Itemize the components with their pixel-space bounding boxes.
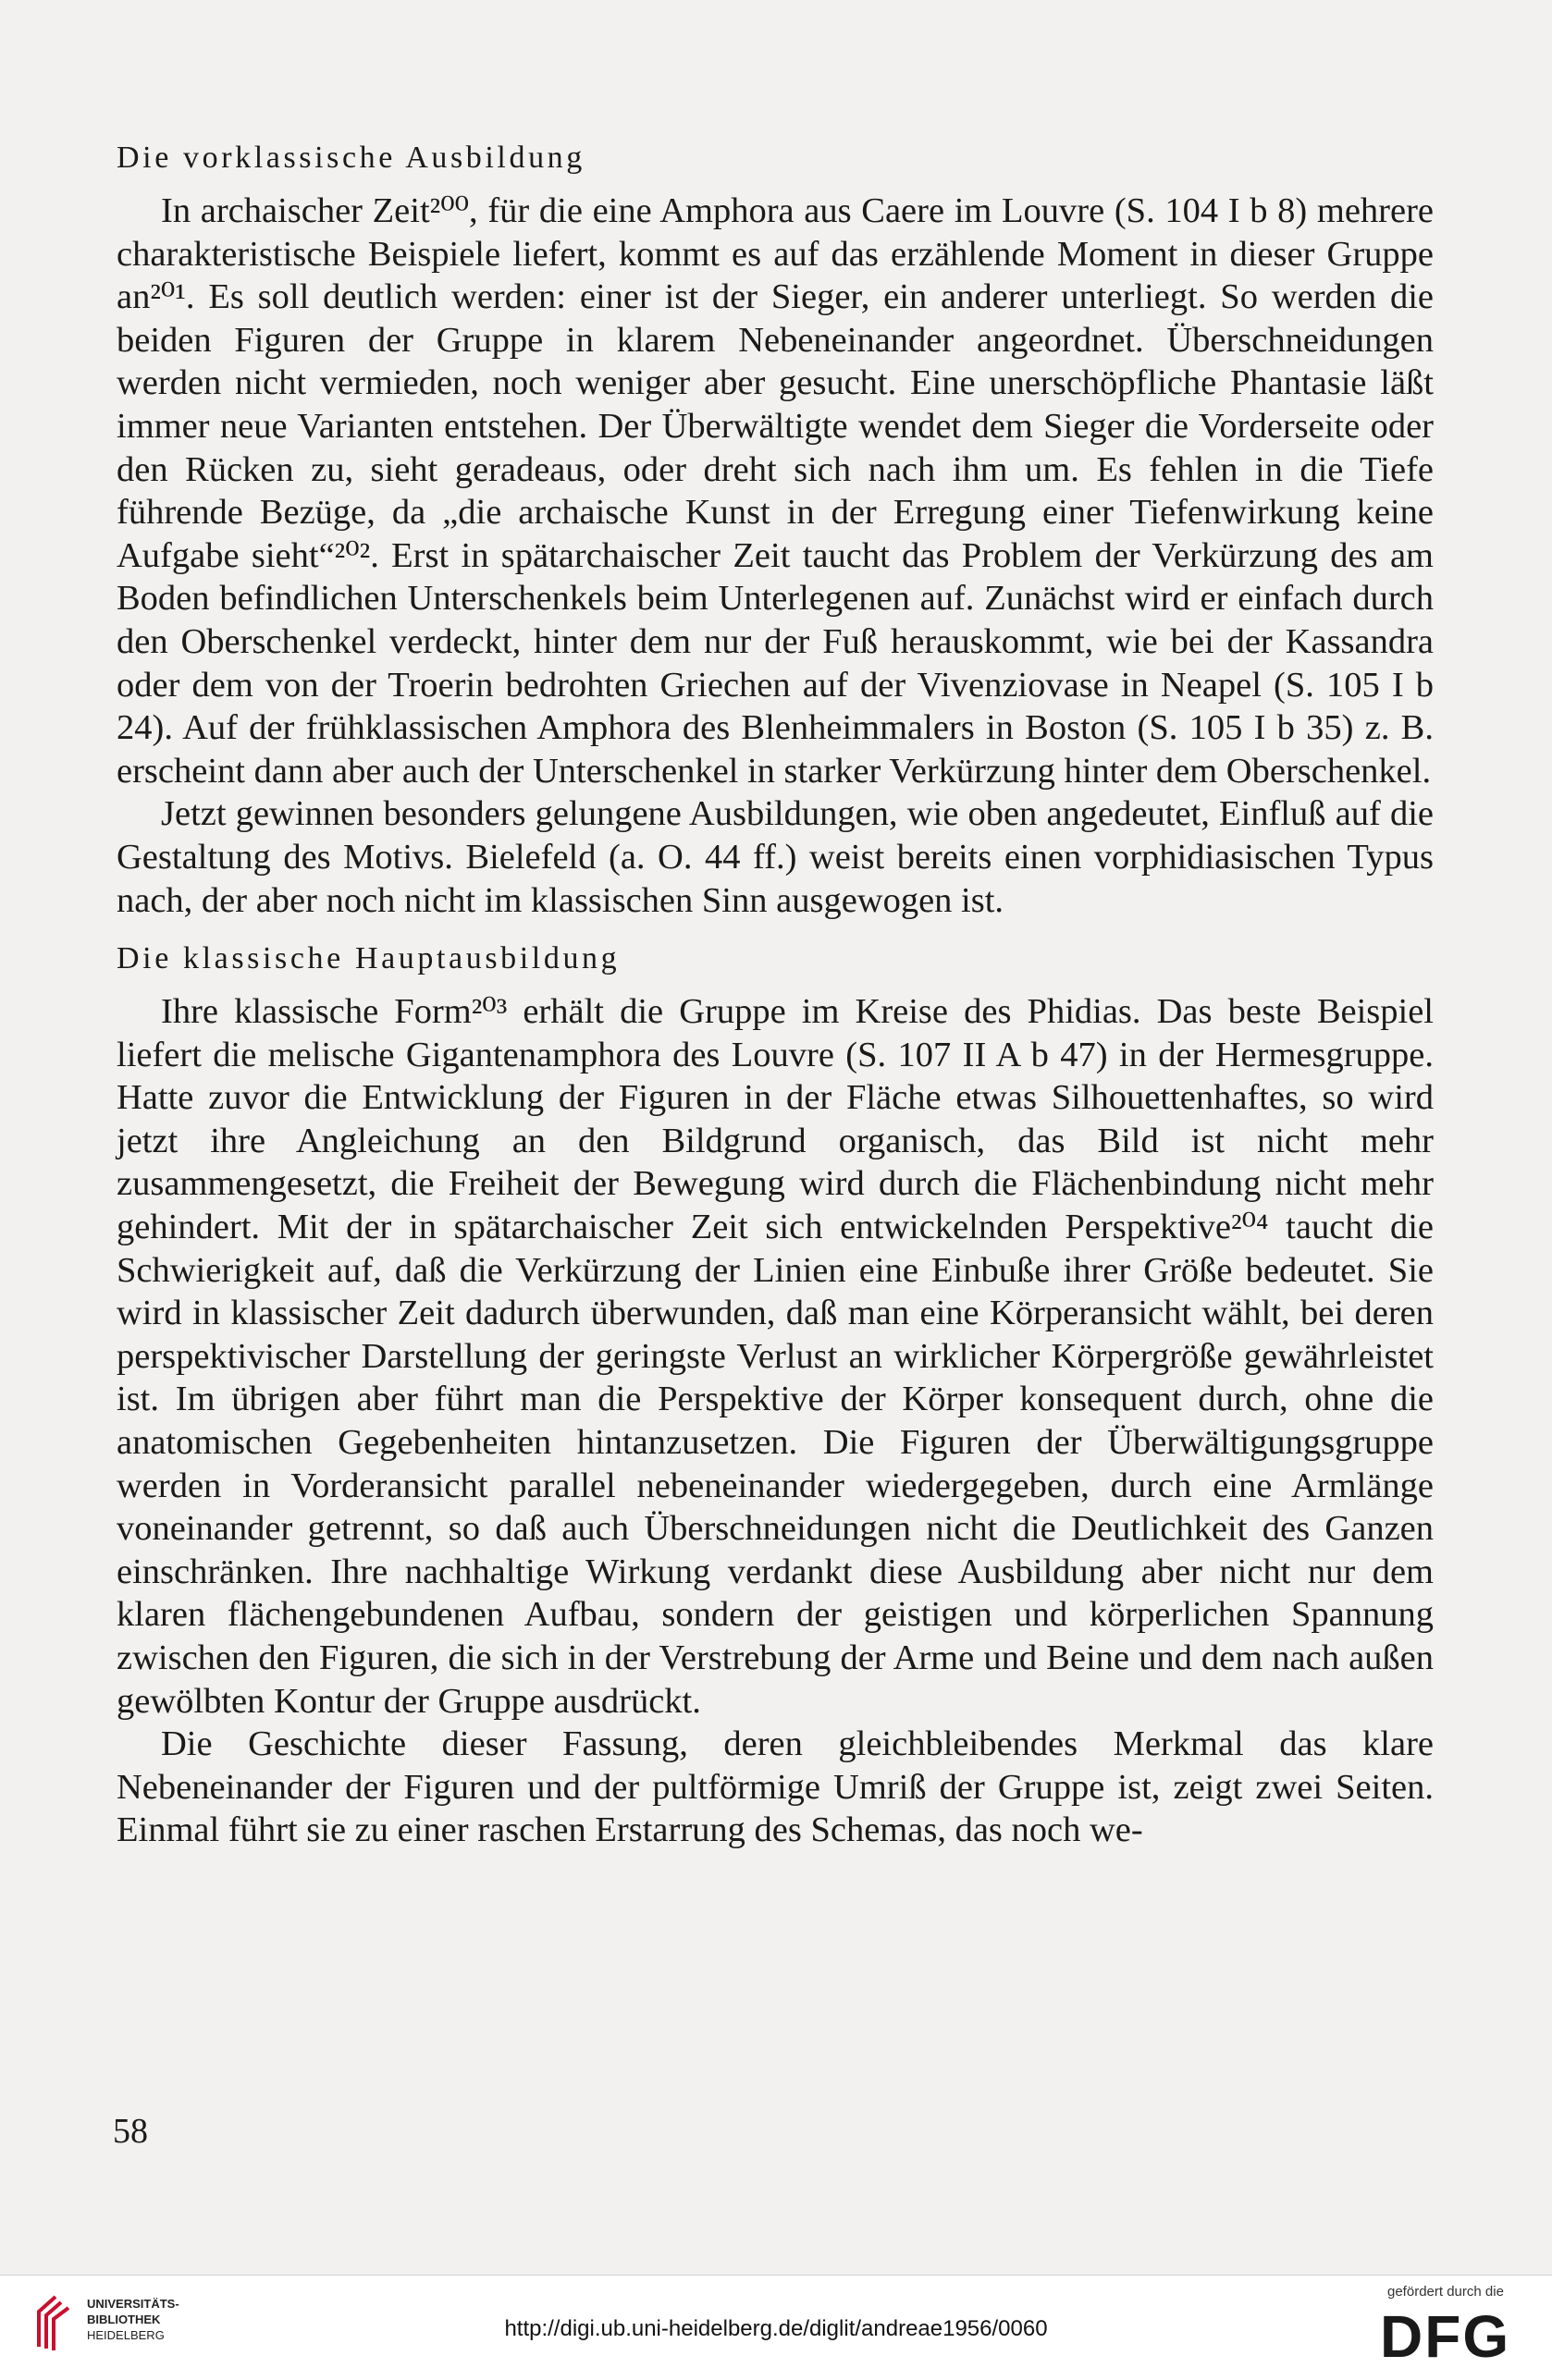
paragraph: Jetzt gewinnen besonders gelungene Ausbildungen, wie oben angedeutet, Einfluß auf die Gestaltung des Motivs. Bielefeld (a. O. 44 ff.) weist bereits einen vorphidiasischen Typus nach, der aber noch nicht im klassischen Sinn ausgewogen ist. bbox=[117, 794, 1434, 920]
library-line: UNIVERSITÄTS- bbox=[87, 2297, 179, 2311]
dfg-logo: DFG bbox=[1380, 2303, 1511, 2370]
paragraph: Die Geschichte dieser Fassung, deren gleichbleibendes Merkmal das klare Nebeneinander der Figuren und der pultförmige Umriß der Gruppe ist, zeigt zwei Seiten. Einmal führt sie zu einer raschen Erstarrung des Schemas, das noch we- bbox=[117, 1724, 1434, 1850]
page-number: 58 bbox=[113, 2112, 148, 2151]
paragraph: In archaischer Zeit²⁰⁰, für die eine Amphora aus Caere im Louvre (S. 104 I b 8) mehrere charakteristische Beispiele liefert, kommt es auf das erzählende Moment in dieser Gruppe an²⁰¹. Es soll deutlich werden: einer ist der Sieger, ein anderer unterliegt. So werden die beiden Figuren der Gruppe in klarem Nebeneinander angeordnet. Überschneidungen werden nicht vermieden, noch weniger aber gesucht. Eine unerschöpfliche Phantasie läßt immer neue Varianten entstehen. Der Überwältigte wendet dem Sieger die Vorderseite oder den Rücken zu, sieht geradeaus, oder dreht sich nach ihm um. Es fehlen in die Tiefe führende Bezüge, da „die archaische Kunst in der Erregung einer Tiefenwirkung keine Aufgabe sieht“²⁰². Erst in spätarchaischer Zeit taucht das Problem der Verkürzung des am Boden befindlichen Unterschenkels beim Unterlegenen auf. Zunächst wird er einfach durch den Oberschenkel verdeckt, hinter dem nur der Fuß herauskommt, wie bei der Kassandra oder dem von der Troerin bedrohten Griechen auf der Vivenziovase in Neapel (S. 105 I b 24). Auf der frühklassischen Amphora des Blenheimmalers in Boston (S. 105 I b 35) z. B. erscheint dann aber auch der Unterschenkel in starker Verkürzung hinter dem Oberschenkel. bbox=[117, 191, 1434, 791]
permalink-url[interactable]: http://digi.ub.uni-heidelberg.de/diglit/andreae1956/0060 bbox=[504, 2316, 1048, 2341]
library-line: HEIDELBERG bbox=[87, 2328, 165, 2342]
library-line: BIBLIOTHEK bbox=[87, 2313, 161, 2326]
section-heading-klassisch: Die klassische Hauptausbildung bbox=[117, 941, 621, 976]
document-body bbox=[117, 134, 1434, 1852]
paragraph: Ihre klassische Form²⁰³ erhält die Gruppe im Kreise des Phidias. Das beste Beispiel liefert die melische Gigantenamphora des Louvre (S. 107 II A b 47) in der Hermesgruppe. Hatte zuvor die Entwicklung der Figuren in der Fläche etwas Silhouettenhaftes, so wird jetzt ihre Angleichung an den Bildgrund organisch, das Bild ist nicht mehr zusammengesetzt, die Freiheit der Bewegung wird durch die Flächenbindung nicht mehr gehindert. Mit der in spätarchaischer Zeit sich entwickelnden Perspektive²⁰⁴ taucht die Schwierigkeit auf, daß die Verkürzung der Linien eine Einbuße ihrer Größe bedeutet. Sie wird in klassischer Zeit dadurch überwunden, daß man eine Körperansicht wählt, bei deren perspektivischer Darstellung der geringste Verlust an wirklicher Körpergröße gewährleistet ist. Im übrigen aber führt man die Perspektive der Körper konsequent durch, ohne die anatomischen Gegebenheiten hintanzusetzen. Die Figuren der Überwältigungsgruppe werden in Vorderansicht parallel nebeneinander wiedergegeben, durch eine Armlänge voneinander getrennt, so daß auch Überschneidungen nicht die Deutlichkeit des Ganzen einschränken. Ihre nachhaltige Wirkung verdankt diese Ausbildung aber nicht nur dem klaren flächengebundenen Aufbau, sondern der geistigen und körperlichen Spannung zwischen den Figuren, die sich in der Verstrebung der Arme und Beine und dem nach außen gewölbten Kontur der Gruppe ausdrückt. bbox=[117, 992, 1434, 1721]
funding-caption: gefördert durch die bbox=[1387, 2284, 1504, 2300]
section-heading-vorklassisch: Die vorklassische Ausbildung bbox=[117, 141, 585, 175]
